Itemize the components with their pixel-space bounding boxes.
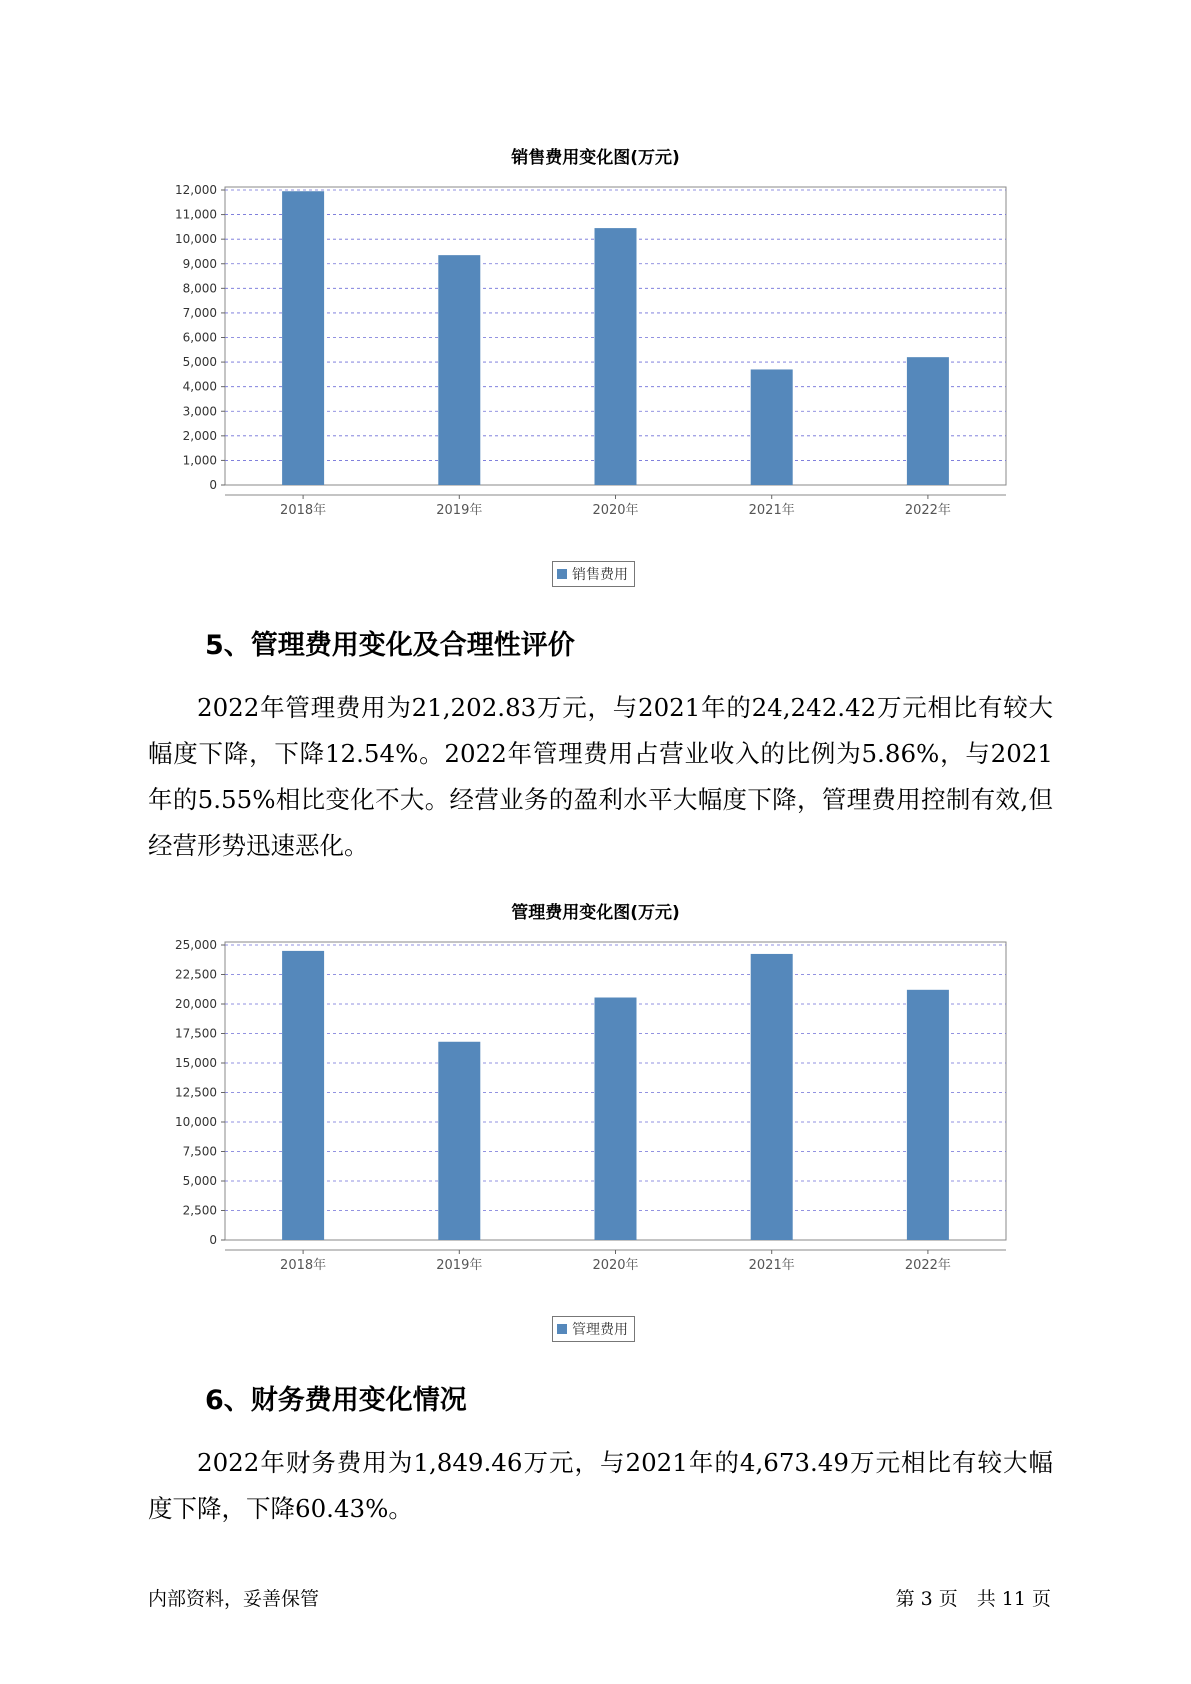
y-tick-label: 4,000 [182,379,217,394]
y-tick-label: 9,000 [182,256,217,271]
chart-svg [150,175,1020,535]
bar-2020年 [595,998,637,1240]
y-tick-label: 0 [209,478,217,492]
y-tick-label: 0 [209,1233,217,1247]
bar-2021年 [751,369,793,485]
chart-legend-admin [552,1316,635,1342]
bar-2019年 [438,255,480,485]
bar-2020年 [595,228,637,485]
y-tick-label: 15,000 [175,1056,217,1070]
y-tick-label: 22,500 [175,967,217,982]
y-tick-label: 20,000 [175,997,217,1011]
bar-2021年 [751,954,793,1240]
bar-2018年 [282,951,324,1240]
x-tick-label: 2021年 [748,1258,795,1273]
y-tick-label: 6,000 [182,330,217,345]
y-tick-label: 12,000 [175,183,217,197]
x-tick-label: 2019年 [436,1258,483,1273]
footer-page-number: 第 3 页 共 11 页 [895,1588,1051,1610]
x-tick-label: 2021年 [748,503,795,518]
section6-heading: 6、财务费用变化情况 [205,1385,467,1416]
y-tick-label: 8,000 [182,281,217,296]
y-tick-label: 10,000 [175,232,217,247]
y-tick-label: 7,000 [182,305,217,320]
y-tick-label: 11,000 [175,207,217,222]
y-tick-label: 7,500 [182,1144,217,1159]
legend-label: 管理费用 [572,1322,628,1338]
x-tick-label: 2022年 [904,503,951,518]
legend-swatch [557,1324,567,1334]
sales-expense-chart [150,175,1020,535]
chart-legend-sales [552,561,635,587]
x-tick-label: 2019年 [436,503,483,518]
y-tick-label: 25,000 [175,938,217,952]
chart-title-sales: 销售费用变化图(万元) [511,148,680,168]
bar-2018年 [282,191,324,485]
legend-swatch [557,569,567,579]
y-tick-label: 2,000 [182,428,217,443]
legend-label: 销售费用 [572,567,628,583]
bar-2022年 [907,990,949,1240]
x-tick-label: 2018年 [280,503,327,518]
admin-expense-chart [150,930,1020,1290]
y-tick-label: 5,000 [182,1174,217,1188]
y-tick-label: 5,000 [182,355,217,370]
y-tick-label: 3,000 [182,404,217,419]
y-tick-label: 2,500 [182,1203,217,1218]
y-tick-label: 17,500 [175,1026,217,1041]
section5-paragraph: 2022年管理费用为21,202.83万元，与2021年的24,242.42万元相比有较大幅度下降，下降12.54%。2022年管理费用占营业收入的比例为5.86%，与2021年的5.55%相比变化不大。经营业务的盈利水平大幅度下降，管理费用控制有效,但经营形势迅速恶化。 [148,693,1053,860]
bar-2019年 [438,1042,480,1240]
bar-2022年 [907,357,949,485]
section5-heading: 5、管理费用变化及合理性评价 [205,630,575,661]
footer-confidential: 内部资料，妥善保管 [148,1588,320,1610]
y-tick-label: 1,000 [182,453,217,468]
chart-svg [150,930,1020,1290]
x-tick-label: 2020年 [592,503,639,518]
chart-title-admin: 管理费用变化图(万元) [511,903,680,923]
y-tick-label: 12,500 [175,1085,217,1100]
x-tick-label: 2020年 [592,1258,639,1273]
section6-paragraph: 2022年财务费用为1,849.46万元，与2021年的4,673.49万元相比有较大幅度下降，下降60.43%。 [148,1448,1053,1523]
x-tick-label: 2022年 [904,1258,951,1273]
x-tick-label: 2018年 [280,1258,327,1273]
y-tick-label: 10,000 [175,1115,217,1129]
